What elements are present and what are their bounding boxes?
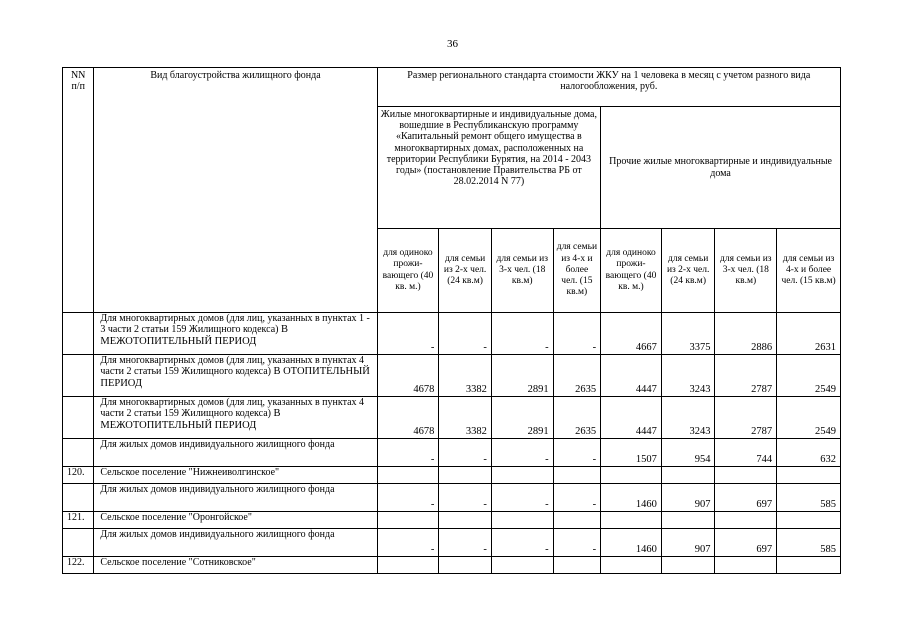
value-cell: 2635 bbox=[553, 397, 601, 439]
value-cell: 2787 bbox=[715, 397, 777, 439]
row-description bbox=[94, 484, 377, 512]
value-cell: 2635 bbox=[553, 355, 601, 397]
row-number bbox=[63, 397, 94, 439]
value-cell: - bbox=[491, 484, 553, 512]
value-cell: 1460 bbox=[601, 484, 662, 512]
value-cell bbox=[777, 512, 841, 529]
value-cell: 585 bbox=[777, 484, 841, 512]
value-cell bbox=[553, 467, 601, 484]
value-cell bbox=[777, 467, 841, 484]
value-cell: 697 bbox=[715, 529, 777, 557]
header-housing-type: Вид благоустройства жилищного фонда bbox=[94, 68, 377, 313]
header-standard-size: Размер регионального стандарта стоимости ЖКУ на 1 человека в месяц с учетом разного вида налогообложения, руб. bbox=[377, 68, 840, 107]
row-description-text: Сельское поселение "Сотниковское" bbox=[100, 557, 256, 568]
row-description bbox=[94, 512, 377, 529]
value-cell: 3375 bbox=[661, 313, 715, 355]
value-cell: 2891 bbox=[491, 355, 553, 397]
value-cell: 1460 bbox=[601, 529, 662, 557]
value-cell: - bbox=[553, 484, 601, 512]
value-cell: - bbox=[491, 529, 553, 557]
value-cell bbox=[553, 557, 601, 574]
value-cell bbox=[491, 467, 553, 484]
row-number: 121. bbox=[63, 512, 94, 529]
value-cell bbox=[661, 557, 715, 574]
header-other-col-3: для семьи из 3-х чел. (18 кв.м) bbox=[715, 229, 777, 313]
value-cell: - bbox=[553, 529, 601, 557]
row-period: В МЕЖОТОПИТЕЛЬНЫЙ ПЕРИОД bbox=[100, 324, 288, 347]
value-cell: 907 bbox=[661, 484, 715, 512]
value-cell: - bbox=[439, 484, 492, 512]
value-cell: 744 bbox=[715, 439, 777, 467]
row-description-text: Для жилых домов индивидуального жилищного фонда bbox=[100, 439, 335, 450]
row-description bbox=[94, 529, 377, 557]
row-description bbox=[94, 355, 377, 397]
row-description-text: Для многоквартирных домов (для лиц, указанных в пунктах 4 части 2 статьи 159 Жилищного кодекса) bbox=[100, 355, 365, 378]
value-cell bbox=[439, 512, 492, 529]
row-number bbox=[63, 439, 94, 467]
row-description bbox=[94, 439, 377, 467]
section-row bbox=[63, 512, 841, 529]
value-cell: 4447 bbox=[601, 397, 662, 439]
header-program-houses: Жилые многоквартирные и индивидуальные дома, вошедшие в Республиканскую программу «Капитальный ремонт общего имущества в многоквартирных домах, расположенных на территории Республики Бурятия, на 2014 - 2043 годы» (постановление Правительства РБ от 28.02.2014 N 77) bbox=[377, 107, 601, 229]
value-cell: 2891 bbox=[491, 397, 553, 439]
value-cell: - bbox=[377, 313, 439, 355]
value-cell: 4667 bbox=[601, 313, 662, 355]
row-number bbox=[63, 313, 94, 355]
header-other-col-4: для семьи из 4-х и более чел. (15 кв.м) bbox=[777, 229, 841, 313]
value-cell: 4447 bbox=[601, 355, 662, 397]
value-cell bbox=[491, 557, 553, 574]
value-cell bbox=[777, 557, 841, 574]
value-cell bbox=[601, 512, 662, 529]
row-description-text: Сельское поселение "Нижнеиволгинское" bbox=[100, 467, 280, 478]
value-cell: - bbox=[439, 313, 492, 355]
value-cell bbox=[601, 467, 662, 484]
header-program-col-3: для семьи из 3-х чел. (18 кв.м) bbox=[491, 229, 553, 313]
row-description bbox=[94, 313, 377, 355]
page-number: 36 bbox=[447, 38, 458, 50]
header-program-col-2: для семьи из 2-х чел. (24 кв.м) bbox=[439, 229, 492, 313]
value-cell: - bbox=[377, 439, 439, 467]
row-description-text: Для многоквартирных домов (для лиц, указанных в пунктах 4 части 2 статьи 159 Жилищного кодекса) bbox=[100, 397, 365, 420]
row-description bbox=[94, 557, 377, 574]
value-cell: - bbox=[491, 313, 553, 355]
value-cell bbox=[661, 467, 715, 484]
row-description bbox=[94, 467, 377, 484]
header-program-col-4: для семьи из 4-х и более чел. (15 кв.м) bbox=[553, 229, 601, 313]
row-number: 120. bbox=[63, 467, 94, 484]
value-cell bbox=[439, 467, 492, 484]
value-cell: 1507 bbox=[601, 439, 662, 467]
header-other-houses: Прочие жилые многоквартирные и индивидуальные дома bbox=[601, 107, 841, 229]
value-cell bbox=[439, 557, 492, 574]
value-cell: - bbox=[439, 529, 492, 557]
value-cell bbox=[601, 557, 662, 574]
table-row bbox=[63, 484, 841, 512]
value-cell: 3243 bbox=[661, 397, 715, 439]
row-description bbox=[94, 397, 377, 439]
value-cell: 2787 bbox=[715, 355, 777, 397]
row-description-text: Для жилых домов индивидуального жилищного фонда bbox=[100, 484, 335, 495]
header-program-col-1: для одиноко прожи-вающего (40 кв. м.) bbox=[377, 229, 439, 313]
row-number bbox=[63, 529, 94, 557]
value-cell bbox=[377, 467, 439, 484]
value-cell: - bbox=[377, 529, 439, 557]
value-cell: 3382 bbox=[439, 355, 492, 397]
value-cell: 954 bbox=[661, 439, 715, 467]
table-row bbox=[63, 529, 841, 557]
value-cell: 585 bbox=[777, 529, 841, 557]
value-cell bbox=[377, 557, 439, 574]
value-cell bbox=[553, 512, 601, 529]
value-cell: 2549 bbox=[777, 397, 841, 439]
value-cell: 2549 bbox=[777, 355, 841, 397]
header-other-col-2: для семьи из 2-х чел. (24 кв.м) bbox=[661, 229, 715, 313]
value-cell bbox=[715, 512, 777, 529]
value-cell: 3382 bbox=[439, 397, 492, 439]
value-cell: 632 bbox=[777, 439, 841, 467]
row-period: В МЕЖОТОПИТЕЛЬНЫЙ ПЕРИОД bbox=[100, 408, 281, 431]
header-nn: NN п/п bbox=[63, 68, 94, 313]
value-cell bbox=[491, 512, 553, 529]
row-description-text: Для многоквартирных домов (для лиц, указанных в пунктах 1 - 3 части 2 статьи 159 Жилищного кодекса) bbox=[100, 313, 370, 336]
value-cell: 2631 bbox=[777, 313, 841, 355]
value-cell: - bbox=[553, 439, 601, 467]
value-cell bbox=[715, 557, 777, 574]
row-description-text: Сельское поселение "Оронгойское" bbox=[100, 512, 252, 523]
table-row bbox=[63, 439, 841, 467]
value-cell: 4678 bbox=[377, 355, 439, 397]
section-row bbox=[63, 557, 841, 574]
value-cell: 4678 bbox=[377, 397, 439, 439]
value-cell: - bbox=[553, 313, 601, 355]
section-row bbox=[63, 467, 841, 484]
value-cell: 3243 bbox=[661, 355, 715, 397]
row-number: 122. bbox=[63, 557, 94, 574]
value-cell: 697 bbox=[715, 484, 777, 512]
table-row bbox=[63, 397, 841, 439]
value-cell bbox=[715, 467, 777, 484]
row-description-text: Для жилых домов индивидуального жилищного фонда bbox=[100, 529, 335, 540]
tariff-table bbox=[62, 67, 841, 574]
row-period: В ОТОПИТЕЛЬНЫЙ ПЕРИОД bbox=[100, 366, 370, 389]
value-cell bbox=[661, 512, 715, 529]
table-row bbox=[63, 313, 841, 355]
value-cell: 907 bbox=[661, 529, 715, 557]
value-cell: - bbox=[491, 439, 553, 467]
value-cell: - bbox=[377, 484, 439, 512]
value-cell: 2886 bbox=[715, 313, 777, 355]
header-other-col-1: для одиноко прожи-вающего (40 кв. м.) bbox=[601, 229, 662, 313]
value-cell: - bbox=[439, 439, 492, 467]
row-number bbox=[63, 484, 94, 512]
row-number bbox=[63, 355, 94, 397]
table-row bbox=[63, 355, 841, 397]
value-cell bbox=[377, 512, 439, 529]
